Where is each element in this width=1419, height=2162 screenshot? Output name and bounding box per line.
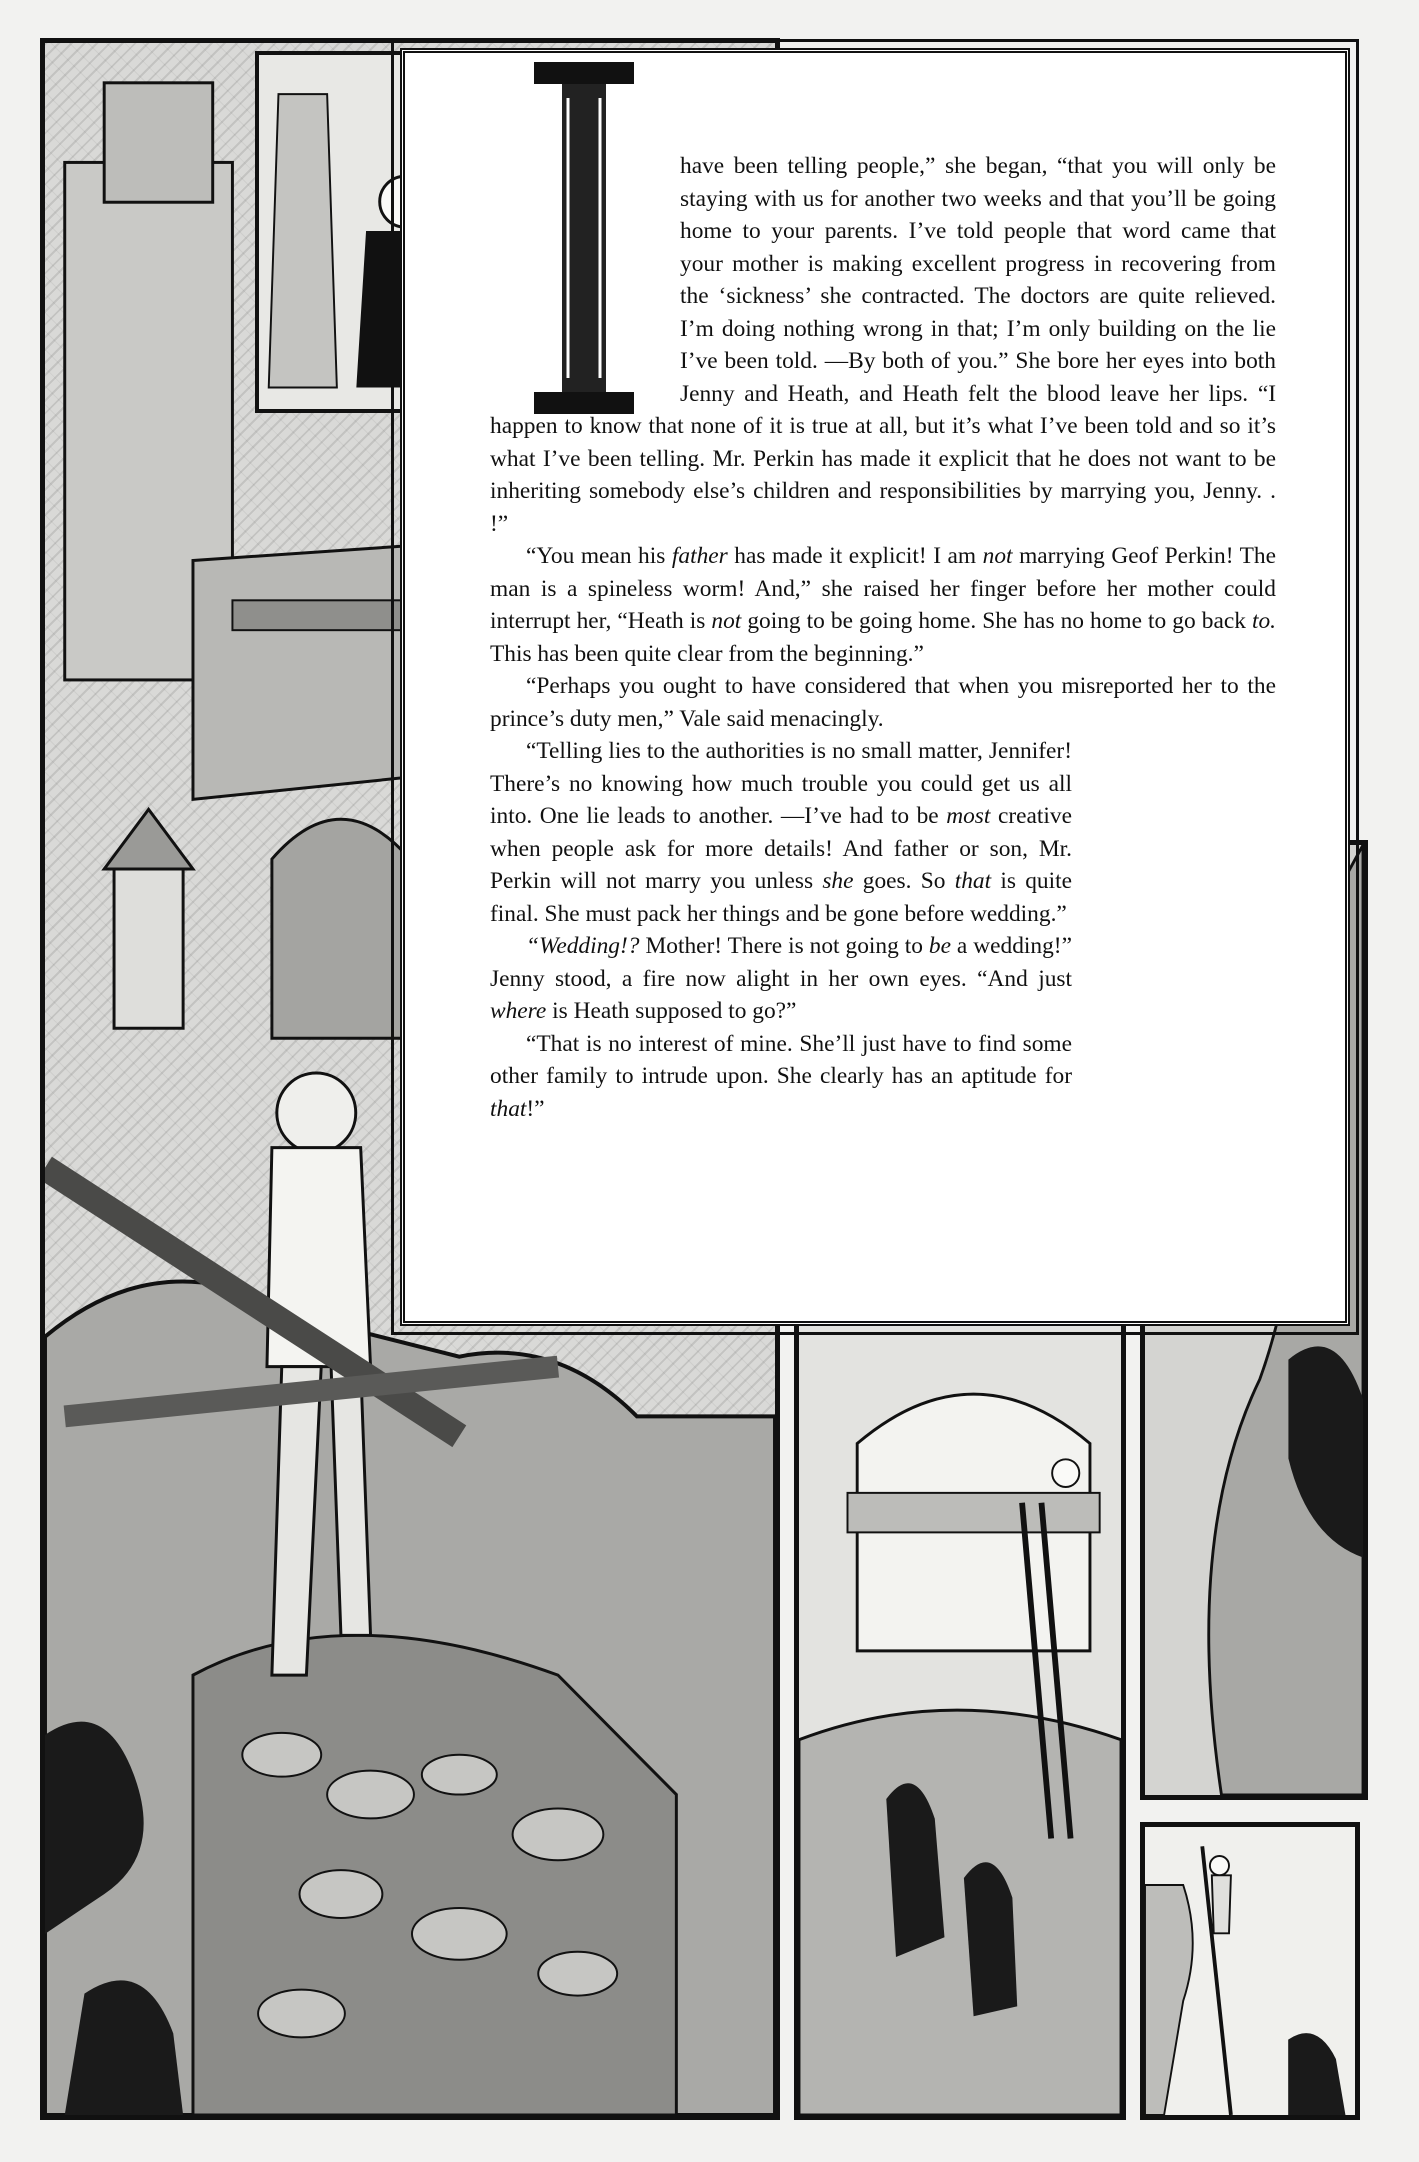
story-text-run: a wedding!” Jenny stood, a fire now alight in her own eyes. “And just bbox=[490, 933, 1072, 992]
story-text-run: has made it explicit! I am bbox=[727, 543, 983, 569]
story-text-run: father bbox=[671, 543, 728, 569]
climbing-figure-panel bbox=[1140, 1822, 1360, 2120]
story-text-run: creative when people ask for more details! And father or son, Mr. Perkin will not marry you unless bbox=[490, 803, 1072, 894]
story-text-run: most bbox=[946, 803, 991, 829]
story-text-run: to. bbox=[1251, 608, 1277, 634]
domed-building-illustration bbox=[799, 1325, 1121, 2115]
story-text-run: “Telling lies to the authorities is no small matter, Jennifer! There’s no knowing how much trouble you could get us all into. One lie leads to another. —I’ve had to be bbox=[490, 738, 1072, 829]
story-text-run: “Perhaps you ought to have considered that when you misreported her to the prince’s duty men,” Vale said menacingly. bbox=[490, 673, 1276, 732]
story-text-run: “Wedding!? bbox=[526, 933, 640, 959]
story-text-run: is Heath supposed to go?” bbox=[546, 998, 797, 1024]
story-text-run: not bbox=[982, 543, 1013, 569]
story-paragraph bbox=[490, 540, 1276, 670]
story-text-run: she bbox=[822, 868, 854, 894]
story-paragraph bbox=[490, 735, 1276, 930]
story-text-run: !” bbox=[526, 1095, 545, 1122]
story-text bbox=[490, 150, 1276, 1155]
domed-building-panel bbox=[794, 1320, 1126, 2120]
story-text-run: “That is no interest of mine. She’ll just have to find some other family to intrude upon. She clearly has an aptitude for bbox=[490, 1030, 1072, 1089]
story-text-run: “You mean his bbox=[526, 543, 672, 569]
story-text-run: marrying Geof Perkin! The man is a spineless worm! And,” she raised her finger before her mother could interrupt her, “Heath is bbox=[490, 543, 1276, 634]
climbing-figure-illustration bbox=[1145, 1827, 1355, 2115]
story-text-run: that bbox=[490, 1095, 527, 1122]
story-text-run: that bbox=[954, 868, 992, 894]
story-text-run: goes. So bbox=[853, 868, 955, 894]
story-paragraph bbox=[490, 150, 1276, 540]
story-text-run: be bbox=[928, 933, 951, 959]
story-text-run: going to be going home. She has no home to go back bbox=[741, 608, 1252, 634]
story-text-run: not bbox=[711, 608, 742, 634]
story-text-run: is quite final. She must pack her things and be gone before wedding.” bbox=[490, 868, 1072, 927]
story-text-run: This has been quite clear from the beginning.” bbox=[490, 640, 924, 667]
story-text-run: have been telling people,” she began, “that you will only be staying with us for another two weeks and that you’ll be going home to your parents. I’ve told people that word came that your mother is making excellent progress in recovering from the ‘sickness’ she contracted. The doctors are quite relieved. I’m doing nothing wrong in that; I’m only building on the lie I’ve been told. —By both of you.” She bore her eyes into both Jenny and Heath, and Heath felt the blood leave her lips. “I happen to know that none of it is true at all, but it’s what I’ve been told and so it’s what I’ve been telling. Mr. Perkin has made it explicit that he does not want to be inheriting somebody else’s children and responsibilities by marrying you, Jenny. . !” bbox=[490, 153, 1276, 537]
story-paragraph bbox=[490, 670, 1276, 735]
story-text-run: where bbox=[490, 998, 547, 1024]
story-text-run: Mother! There is not going to bbox=[639, 933, 929, 959]
